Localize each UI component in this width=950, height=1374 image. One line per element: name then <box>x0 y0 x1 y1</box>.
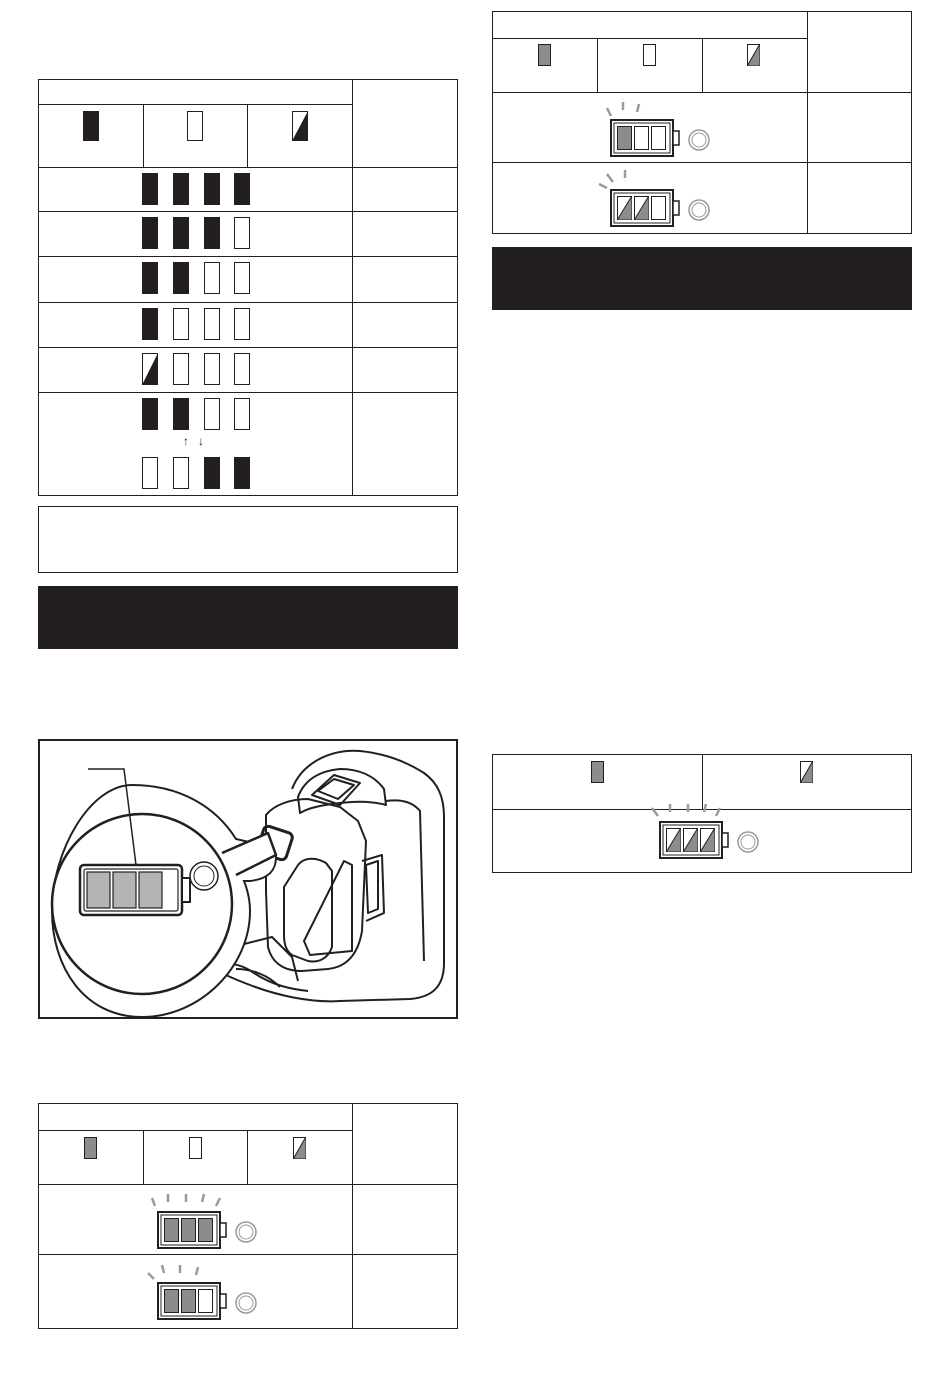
battery-cell <box>667 829 681 852</box>
battery-cell <box>652 127 666 150</box>
lamp-on-legend <box>85 1138 97 1159</box>
flash-ray <box>704 804 706 812</box>
battery-cell <box>618 127 632 150</box>
battery-cell <box>635 127 649 150</box>
battery-gauge-icon <box>152 1194 256 1248</box>
flash-ray <box>716 808 720 816</box>
battery-gauge-icon <box>607 102 709 156</box>
battery-cell <box>635 197 649 220</box>
battery-gauge-icon <box>599 170 709 226</box>
flash-ray <box>607 108 611 116</box>
flash-ray <box>637 104 639 112</box>
lamp-on-legend <box>539 45 551 66</box>
lamp-blinking-legend <box>748 45 760 66</box>
battery-gauge-icon <box>652 804 758 858</box>
battery-cell <box>618 197 632 220</box>
battery-cell <box>165 1290 179 1313</box>
battery-cell <box>701 829 715 852</box>
flash-ray <box>162 1265 164 1273</box>
battery-cell <box>199 1290 213 1313</box>
battery-gauge-icon <box>148 1265 256 1319</box>
lamp-off-legend <box>644 45 656 66</box>
flash-ray <box>152 1198 155 1206</box>
flash-ray <box>216 1198 220 1206</box>
flash-ray <box>196 1267 198 1275</box>
battery-cell <box>652 197 666 220</box>
battery-cell <box>182 1219 196 1242</box>
lamp-off-legend <box>190 1138 202 1159</box>
flash-ray <box>652 808 658 816</box>
lamp-on-legend <box>592 762 604 783</box>
flash-ray <box>599 184 607 188</box>
battery-cell <box>182 1290 196 1313</box>
flash-ray <box>607 174 613 182</box>
lamp-blinking-legend <box>801 762 813 783</box>
battery-cell <box>199 1219 213 1242</box>
arrow-up-icon: ↑ <box>183 434 189 448</box>
lamp-blinking-legend <box>294 1138 306 1159</box>
battery-cell <box>165 1219 179 1242</box>
arrow-down-icon: ↓ <box>198 434 204 448</box>
flash-ray <box>202 1194 204 1202</box>
battery-cell <box>684 829 698 852</box>
flash-ray <box>148 1273 154 1279</box>
